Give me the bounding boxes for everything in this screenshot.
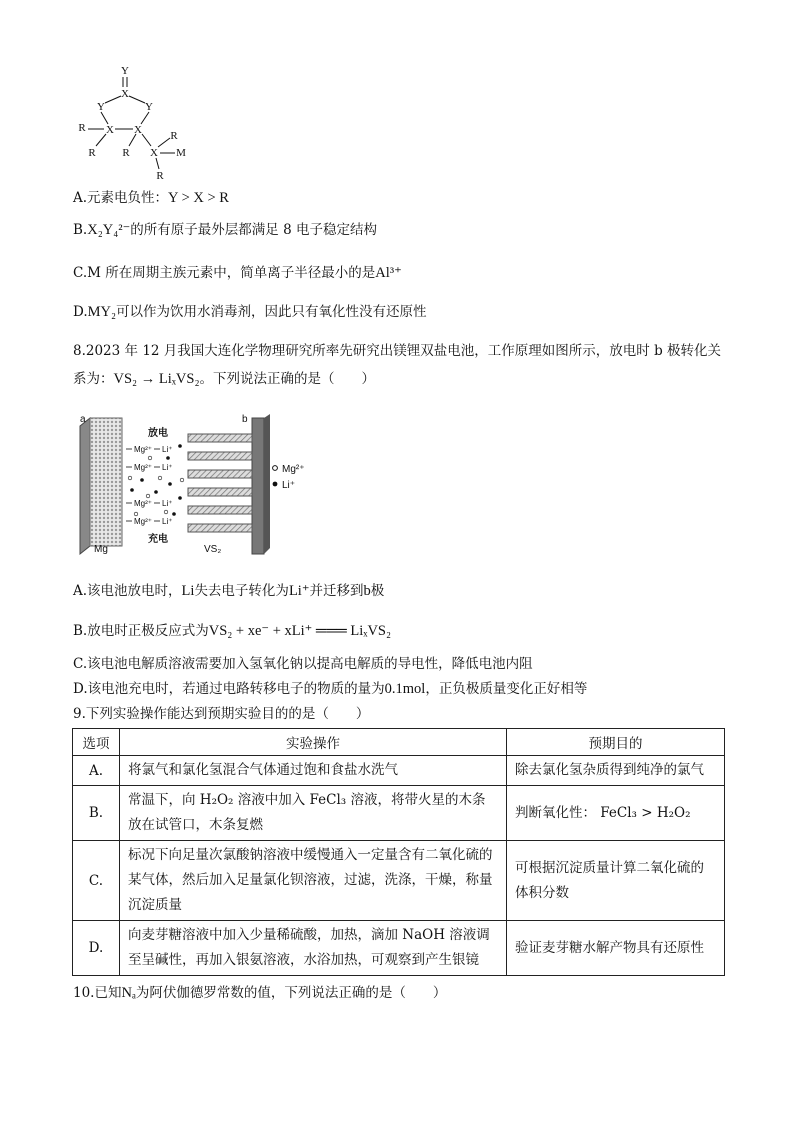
ion-mg: Mg²⁺ bbox=[134, 499, 152, 508]
q7-option-b: B.X₂Y₄²⁻的所有原子最外层都满足 8 电子稳定结构 bbox=[73, 222, 377, 238]
charge-label: 充电 bbox=[148, 534, 168, 545]
header-operation: 实验操作 bbox=[120, 729, 507, 756]
ion-mg: Mg²⁺ bbox=[134, 445, 152, 454]
option-cell: A. bbox=[73, 756, 120, 786]
atom-label: R bbox=[122, 147, 130, 159]
vs2-electrode-label: VS₂ bbox=[204, 544, 222, 555]
operation-cell: 向麦芽糖溶液中加入少量稀硫酸，加热，滴加 NaOH 溶液调至呈碱性，再加入银氨溶液，水浴加热，可观察到产生银镜 bbox=[120, 921, 507, 976]
header-option: 选项 bbox=[73, 729, 120, 756]
option-cell: C. bbox=[73, 841, 120, 921]
q7-option-d: D.MY₂可以作为饮用水消毒剂，因此只有氧化性没有还原性 bbox=[73, 304, 427, 320]
q8-option-b: B.放电时正极反应式为VS₂ + xe⁻ + xLi⁺ ═══ LiₓVS₂ bbox=[73, 623, 392, 639]
atom-label: X bbox=[150, 147, 158, 159]
discharge-label: 放电 bbox=[148, 428, 168, 439]
q8-option-c: C.该电池电解质溶液需要加入氢氧化钠以提高电解质的导电性，降低电池内阻 bbox=[73, 656, 533, 672]
table-row bbox=[73, 756, 725, 786]
atom-label: Y bbox=[145, 101, 153, 113]
table-row bbox=[73, 786, 725, 841]
ion-li: Li⁺ bbox=[162, 445, 173, 454]
atom-label: Y bbox=[97, 101, 105, 113]
vs2-layers bbox=[188, 434, 252, 532]
legend-li: Li⁺ bbox=[282, 480, 296, 491]
q8-option-a: A.该电池放电时，Li失去电子转化为Li⁺并迁移到b极 bbox=[73, 583, 385, 599]
atom-label: X bbox=[134, 124, 142, 136]
table-row bbox=[73, 841, 725, 921]
q8-stem-line1: 8.2023 年 12 月我国大连化学物理研究所率先研究出镁锂双盐电池，工作原理如图所示，放电时 b 极转化关 bbox=[73, 343, 722, 359]
ion-li: Li⁺ bbox=[162, 463, 173, 472]
q7-option-a: A.元素电负性：Y > X > R bbox=[73, 190, 229, 206]
atom-label: Y bbox=[121, 65, 129, 77]
ion-mg: Mg²⁺ bbox=[134, 463, 152, 472]
atom-label: R bbox=[156, 170, 164, 182]
option-cell: D. bbox=[73, 921, 120, 976]
option-cell: B. bbox=[73, 786, 120, 841]
electrode-b-label: b bbox=[242, 414, 248, 425]
table-row bbox=[73, 921, 725, 976]
legend-mg: Mg²⁺ bbox=[282, 464, 305, 475]
ion-li: Li⁺ bbox=[162, 517, 173, 526]
operation-cell: 将氯气和氯化氢混合气体通过饱和食盐水洗气 bbox=[120, 756, 507, 786]
operation-cell: 标况下向足量次氯酸钠溶液中缓慢通入一定量含有二氧化硫的某气体，然后加入足量氯化钡溶液，过滤，洗涤，干燥，称量沉淀质量 bbox=[120, 841, 507, 921]
atom-label: X bbox=[106, 124, 114, 136]
experiment-table bbox=[72, 728, 725, 976]
q8-stem-line2: 系为：VS₂ → LiₓVS₂。下列说法正确的是（ ） bbox=[73, 371, 376, 387]
goal-cell: 可根据沉淀质量计算二氧化硫的体积分数 bbox=[507, 841, 725, 921]
atom-label: R bbox=[170, 130, 178, 142]
goal-cell: 除去氯化氢杂质得到纯净的氯气 bbox=[507, 756, 725, 786]
ion-li: Li⁺ bbox=[162, 499, 173, 508]
goal-cell: 判断氧化性： FeCl₃ > H₂O₂ bbox=[507, 786, 725, 841]
mg-electrode-label: Mg bbox=[94, 544, 108, 555]
header-goal: 预期目的 bbox=[507, 729, 725, 756]
atom-label: X bbox=[121, 88, 129, 100]
goal-cell: 验证麦芽糖水解产物具有还原性 bbox=[507, 921, 725, 976]
q10-stem: 10.已知Nₐ为阿伏伽德罗常数的值，下列说法正确的是（ ） bbox=[73, 985, 447, 1001]
operation-cell: 常温下，向 H₂O₂ 溶液中加入 FeCl₃ 溶液，将带火星的木条放在试管口，木条复燃 bbox=[120, 786, 507, 841]
electrode-a-label: a bbox=[80, 414, 86, 425]
q9-stem: 9.下列实验操作能达到预期实验目的的是（ ） bbox=[73, 706, 370, 722]
table-header-row bbox=[73, 729, 725, 756]
battery-diagram bbox=[70, 408, 350, 556]
ion-mg: Mg²⁺ bbox=[134, 517, 152, 526]
q7-option-c: C.M 所在周期主族元素中，简单离子半径最小的是Al³⁺ bbox=[73, 265, 402, 281]
molecule-structure-diagram bbox=[70, 58, 200, 183]
atom-label: R bbox=[88, 147, 96, 159]
atom-label: R bbox=[78, 122, 86, 134]
atom-label: M bbox=[176, 147, 186, 159]
q8-option-d: D.该电池充电时，若通过电路转移电子的物质的量为0.1mol，正负极质量变化正好相等 bbox=[73, 681, 588, 697]
